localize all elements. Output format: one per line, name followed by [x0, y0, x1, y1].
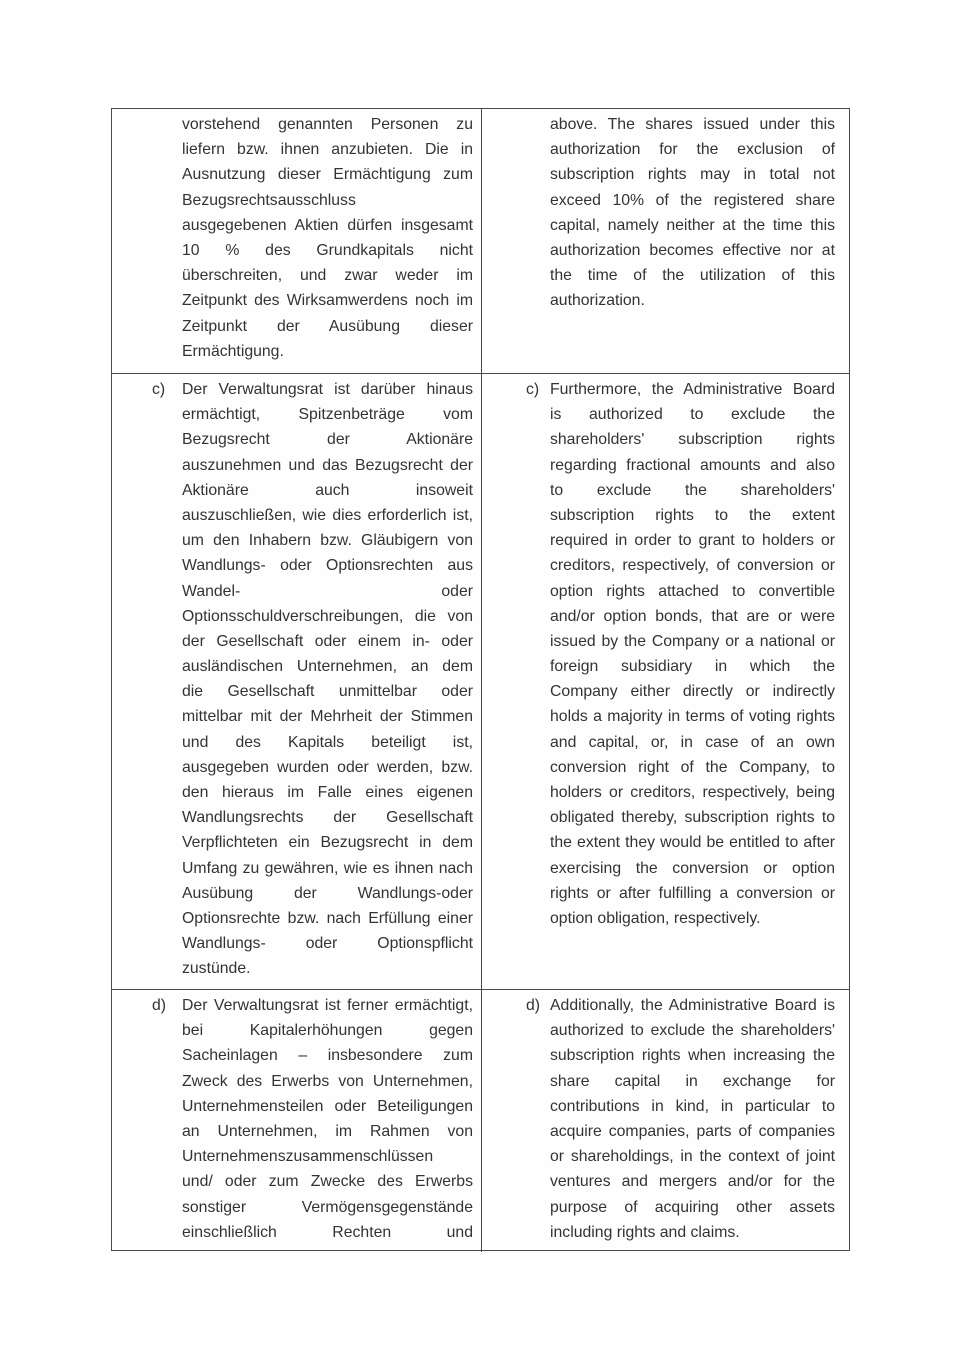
english-cell — [482, 990, 849, 1252]
text-line: Company either directly or indirectly — [550, 683, 835, 701]
text-line: Optionsrechte bzw. nach Erfüllung einer — [182, 909, 473, 927]
text-line: Der Verwaltungsrat ist darüber hinaus — [182, 381, 473, 398]
text-line: issued by the Company or a national or — [550, 632, 835, 650]
bilingual-table — [111, 108, 850, 1251]
text-line: above. The shares issued under this — [550, 116, 835, 133]
text-line: ausgegebenen Aktien dürfen insgesamt — [182, 216, 473, 234]
item-label: d) — [152, 997, 167, 1014]
text-line: option obligation, respectively. — [550, 909, 761, 927]
text-line: exercising the conversion or option — [550, 859, 835, 877]
text-line: auszunehmen und das Bezugsrecht der — [182, 456, 473, 474]
text-line: to exclude the shareholders' — [550, 481, 835, 499]
item-label: c) — [526, 381, 540, 398]
text-line: Unternehmensteilen oder Beteiligungen — [182, 1097, 473, 1115]
text-line: the time of the utilization of this — [550, 267, 835, 285]
table-row — [112, 989, 849, 1252]
text-line: einschließlich Rechten und — [182, 1223, 473, 1241]
text-line: Bezugsrechtsausschluss — [182, 191, 356, 209]
text-line: subscription rights when increasing the — [550, 1047, 835, 1065]
text-line: 10 % des Grundkapitals nicht — [182, 241, 473, 259]
german-paragraph — [182, 112, 473, 364]
text-line: auszuschließen, wie dies erforderlich ist, — [182, 506, 473, 524]
text-line: share capital in exchange for — [550, 1072, 835, 1090]
text-line: den hieraus im Falle eines eigenen — [182, 784, 473, 801]
text-line: subscription rights may in total not — [550, 166, 835, 184]
german-cell — [112, 109, 482, 373]
text-line: Wandlungs- oder Optionspflicht — [182, 935, 473, 953]
text-line: vorstehend genannten Personen zu — [182, 116, 473, 133]
english-paragraph — [550, 377, 835, 931]
text-line: required in order to grant to holders or — [550, 532, 835, 550]
text-line: Verpflichteten ein Bezugsrecht in dem — [182, 834, 473, 852]
text-line: authorization for the exclusion of — [550, 141, 835, 159]
text-line: überschreiten, und zwar weder im — [182, 267, 473, 285]
text-line: an Unternehmen, im Rahmen von — [182, 1122, 473, 1140]
text-line: authorized to exclude the shareholders' — [550, 1022, 835, 1040]
table-row — [112, 373, 849, 989]
text-line: and capital, or, in case of an own — [550, 733, 835, 751]
text-line: holders or creditors, respectively, being — [550, 784, 835, 801]
english-cell — [482, 374, 849, 989]
text-line: the extent they would be entitled to after — [550, 834, 835, 852]
text-line: sonstiger Vermögensgegenstände — [182, 1198, 473, 1216]
text-line: authorization. — [550, 292, 645, 310]
text-line: obligated thereby, subscription rights to — [550, 809, 835, 827]
text-line: und/ oder zum Zwecke des Erwerbs — [182, 1173, 473, 1191]
text-line: rights or after fulfilling a conversion or — [550, 884, 835, 902]
text-line: authorization becomes effective nor at — [550, 241, 835, 259]
text-line: Bezugsrecht der Aktionäre — [182, 431, 473, 449]
text-line: mittelbar mit der Mehrheit der Stimmen — [182, 708, 473, 726]
text-line: regarding fractional amounts and also — [550, 456, 835, 474]
text-line: subscription rights to the extent — [550, 506, 835, 524]
text-line: ausgegeben wurden oder werden, bzw. — [182, 758, 473, 776]
text-line: ventures and mergers and/or for the — [550, 1173, 835, 1191]
text-line: bei Kapitalerhöhungen gegen — [182, 1022, 473, 1040]
german-cell — [112, 990, 482, 1252]
text-line: um den Inhabern bzw. Gläubigern von — [182, 532, 473, 550]
text-line: option rights attached to convertible — [550, 582, 835, 600]
text-line: Wandlungsrechts der Gesellschaft — [182, 809, 473, 827]
text-line: including rights and claims. — [550, 1223, 740, 1241]
text-line: and/or option bonds, that are or were — [550, 607, 835, 625]
text-line: Ermächtigung. — [182, 342, 284, 360]
german-paragraph — [182, 993, 473, 1245]
text-line: die Gesellschaft unmittelbar oder — [182, 683, 473, 701]
english-paragraph — [550, 112, 835, 314]
text-line: Wandel- oder — [182, 582, 473, 600]
text-line: Zweck des Erwerbs von Unternehmen, — [182, 1072, 473, 1090]
text-line: Zeitpunkt der Ausübung dieser — [182, 317, 473, 335]
text-line: Additionally, the Administrative Board is — [550, 997, 835, 1014]
text-line: Furthermore, the Administrative Board — [550, 381, 835, 398]
text-line: Ausnutzung dieser Ermächtigung zum — [182, 166, 473, 184]
text-line: foreign subsidiary in which the — [550, 658, 835, 676]
text-line: liefern bzw. ihnen anzubieten. Die in — [182, 141, 473, 159]
text-line: Wandlungs- oder Optionsrechten aus — [182, 557, 473, 575]
text-line: conversion right of the Company, to — [550, 758, 835, 776]
item-label: d) — [526, 997, 541, 1014]
german-paragraph — [182, 377, 473, 982]
item-label: c) — [152, 381, 166, 398]
text-line: purpose of acquiring other assets — [550, 1198, 835, 1216]
english-paragraph — [550, 993, 835, 1245]
text-line: der Gesellschaft oder einem in- oder — [182, 632, 473, 650]
text-line: capital, namely neither at the time this — [550, 216, 835, 234]
text-line: Zeitpunkt des Wirksamwerdens noch im — [182, 292, 473, 310]
text-line: holds a majority in terms of voting rights — [550, 708, 835, 726]
text-line: Der Verwaltungsrat ist ferner ermächtigt, — [182, 997, 473, 1014]
text-line: Unternehmenszusammenschlüssen — [182, 1148, 434, 1166]
table-row — [112, 109, 849, 373]
text-line: contributions in kind, in particular to — [550, 1097, 835, 1115]
text-line: Aktionäre auch insoweit — [182, 481, 473, 499]
text-line: ermächtigt, Spitzenbeträge vom — [182, 406, 473, 424]
german-cell — [112, 374, 482, 989]
text-line: creditors, respectively, of conversion or — [550, 557, 835, 575]
text-line: or shareholdings, in the context of joint — [550, 1148, 835, 1166]
english-cell — [482, 109, 849, 373]
text-line: shareholders' subscription rights — [550, 431, 835, 449]
text-line: und des Kapitals beteiligt ist, — [182, 733, 473, 751]
text-line: Ausübung der Wandlungs-oder — [182, 884, 473, 902]
text-line: Umfang zu gewähren, wie es ihnen nach — [182, 859, 473, 877]
text-line: ausländischen Unternehmen, an dem — [182, 658, 473, 676]
text-line: zustünde. — [182, 960, 251, 978]
text-line: exceed 10% of the registered share — [550, 191, 835, 209]
text-line: Sacheinlagen – insbesondere zum — [182, 1047, 473, 1065]
text-line: is authorized to exclude the — [550, 406, 835, 424]
text-line: acquire companies, parts of companies — [550, 1122, 835, 1140]
text-line: Optionsschuldverschreibungen, die von — [182, 607, 473, 625]
